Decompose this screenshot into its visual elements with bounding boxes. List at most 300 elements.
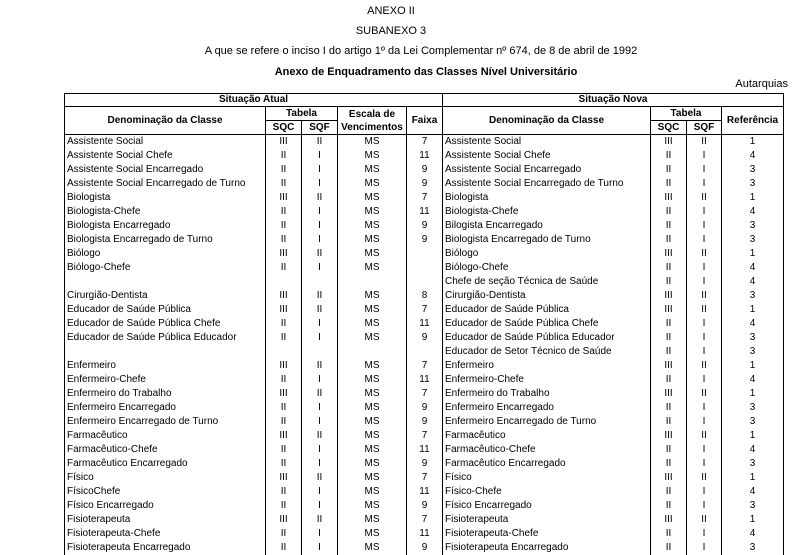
- cell-denominacao-atual: Cirurgião-Dentista: [65, 289, 266, 303]
- cell-denominacao-nova: Educador de Setor Técnico de Saúde: [443, 345, 651, 359]
- cell-referencia: 4: [722, 485, 784, 499]
- cell-faixa: 7: [407, 513, 443, 527]
- cell-faixa: 9: [407, 401, 443, 415]
- cell-sqc-atual: II: [266, 485, 302, 499]
- cell-sqc-atual: II: [266, 163, 302, 177]
- cell-escala: MS: [338, 387, 407, 401]
- cell-denominacao-nova: Farmacêutico Encarregado: [443, 457, 651, 471]
- cell-referencia: 1: [722, 513, 784, 527]
- cell-faixa: 9: [407, 331, 443, 345]
- table-row: [65, 429, 784, 443]
- cell-denominacao-atual: Enfermeiro Encarregado: [65, 401, 266, 415]
- cell-referencia: 3: [722, 289, 784, 303]
- cell-denominacao-atual: Biologista-Chefe: [65, 205, 266, 219]
- table-body: [65, 135, 784, 555]
- cell-sqc-atual: III: [266, 429, 302, 443]
- cell-sqc-atual: II: [266, 499, 302, 513]
- cell-referencia: 3: [722, 457, 784, 471]
- cell-denominacao-atual: Enfermeiro: [65, 359, 266, 373]
- table-row: [65, 191, 784, 205]
- cell-denominacao-atual: FísicoChefe: [65, 485, 266, 499]
- cell-escala: MS: [338, 359, 407, 373]
- table-row: [65, 415, 784, 429]
- cell-sqc-nova: II: [651, 275, 687, 289]
- cell-sqc-nova: II: [651, 205, 687, 219]
- cell-sqf-nova: I: [687, 233, 722, 247]
- cell-sqc-nova: II: [651, 485, 687, 499]
- cell-sqf-atual: II: [302, 191, 338, 205]
- cell-escala: MS: [338, 471, 407, 485]
- cell-denominacao-atual: [65, 345, 266, 359]
- cell-sqc-atual: [266, 345, 302, 359]
- table-row: [65, 331, 784, 345]
- cell-denominacao-atual: Assistente Social Encarregado de Turno: [65, 177, 266, 191]
- cell-sqf-nova: I: [687, 527, 722, 541]
- cell-sqf-nova: II: [687, 303, 722, 317]
- cell-referencia: 1: [722, 429, 784, 443]
- cell-escala: [338, 275, 407, 289]
- cell-sqf-atual: [302, 345, 338, 359]
- cell-denominacao-nova: Físico-Chefe: [443, 485, 651, 499]
- cell-faixa: 7: [407, 135, 443, 150]
- cell-denominacao-nova: Enfermeiro do Trabalho: [443, 387, 651, 401]
- cell-sqc-atual: II: [266, 205, 302, 219]
- cell-sqc-nova: II: [651, 219, 687, 233]
- cell-sqc-nova: II: [651, 331, 687, 345]
- cell-sqc-atual: II: [266, 527, 302, 541]
- cell-sqf-atual: I: [302, 149, 338, 163]
- cell-sqc-atual: II: [266, 415, 302, 429]
- cell-denominacao-atual: Biologista Encarregado de Turno: [65, 233, 266, 247]
- cell-faixa: 7: [407, 471, 443, 485]
- cell-faixa: 9: [407, 457, 443, 471]
- cell-sqc-nova: II: [651, 149, 687, 163]
- header-tabela-nova: Tabela: [651, 107, 722, 121]
- cell-faixa: 9: [407, 163, 443, 177]
- cell-sqf-nova: I: [687, 163, 722, 177]
- cell-sqf-nova: I: [687, 331, 722, 345]
- cell-sqf-atual: I: [302, 163, 338, 177]
- cell-sqc-nova: III: [651, 471, 687, 485]
- header-situacao-nova: Situação Nova: [443, 94, 784, 107]
- cell-sqc-nova: II: [651, 443, 687, 457]
- cell-faixa: 9: [407, 541, 443, 555]
- cell-sqf-atual: I: [302, 485, 338, 499]
- cell-referencia: 1: [722, 191, 784, 205]
- cell-faixa: 11: [407, 443, 443, 457]
- cell-faixa: [407, 345, 443, 359]
- cell-denominacao-nova: Fisioterapeuta-Chefe: [443, 527, 651, 541]
- cell-denominacao-nova: Físico Encarregado: [443, 499, 651, 513]
- table-row: [65, 163, 784, 177]
- table-row: [65, 457, 784, 471]
- cell-sqf-nova: I: [687, 261, 722, 275]
- cell-denominacao-nova: Biólogo-Chefe: [443, 261, 651, 275]
- cell-sqf-atual: II: [302, 429, 338, 443]
- cell-sqc-nova: II: [651, 541, 687, 555]
- cell-escala: MS: [338, 261, 407, 275]
- cell-sqf-nova: I: [687, 541, 722, 555]
- cell-escala: MS: [338, 331, 407, 345]
- cell-denominacao-atual: Físico Encarregado: [65, 499, 266, 513]
- cell-escala: MS: [338, 499, 407, 513]
- header-sqf-nova: SQF: [687, 121, 722, 135]
- cell-sqc-atual: II: [266, 457, 302, 471]
- cell-denominacao-nova: Enfermeiro Encarregado: [443, 401, 651, 415]
- cell-sqf-nova: II: [687, 359, 722, 373]
- cell-escala: MS: [338, 401, 407, 415]
- cell-sqc-nova: III: [651, 303, 687, 317]
- cell-sqf-nova: I: [687, 275, 722, 289]
- header-denominacao-atual: Denominação da Classe: [65, 107, 266, 135]
- header-sqc-atual: SQC: [266, 121, 302, 135]
- cell-escala: MS: [338, 527, 407, 541]
- cell-faixa: [407, 261, 443, 275]
- cell-sqf-nova: I: [687, 485, 722, 499]
- cell-escala: MS: [338, 373, 407, 387]
- document-title: Anexo de Enquadramento das Classes Nível Universitário: [30, 66, 792, 79]
- cell-sqf-nova: I: [687, 345, 722, 359]
- cell-sqc-atual: III: [266, 191, 302, 205]
- cell-sqf-nova: I: [687, 149, 722, 163]
- cell-escala: MS: [338, 541, 407, 555]
- cell-denominacao-nova: Enfermeiro: [443, 359, 651, 373]
- cell-referencia: 3: [722, 233, 784, 247]
- cell-sqf-atual: I: [302, 177, 338, 191]
- cell-sqf-nova: I: [687, 373, 722, 387]
- cell-faixa: 9: [407, 233, 443, 247]
- organization-label: Autarquias: [735, 78, 788, 90]
- cell-denominacao-nova: Educador de Saúde Pública Chefe: [443, 317, 651, 331]
- cell-escala: MS: [338, 247, 407, 261]
- cell-faixa: 11: [407, 149, 443, 163]
- header-situacao-atual: Situação Atual: [65, 94, 443, 107]
- cell-escala: MS: [338, 177, 407, 191]
- table-row: [65, 289, 784, 303]
- cell-sqc-atual: II: [266, 177, 302, 191]
- cell-sqf-atual: I: [302, 527, 338, 541]
- cell-escala: MS: [338, 191, 407, 205]
- header-sqc-nova: SQC: [651, 121, 687, 135]
- header-faixa: Faixa: [407, 107, 443, 135]
- cell-sqc-nova: II: [651, 457, 687, 471]
- cell-sqc-atual: III: [266, 471, 302, 485]
- cell-referencia: 3: [722, 345, 784, 359]
- cell-faixa: 11: [407, 205, 443, 219]
- cell-sqf-atual: I: [302, 415, 338, 429]
- table-row: [65, 373, 784, 387]
- cell-escala: MS: [338, 317, 407, 331]
- cell-faixa: 7: [407, 303, 443, 317]
- cell-sqf-atual: II: [302, 471, 338, 485]
- cell-sqc-nova: II: [651, 415, 687, 429]
- cell-denominacao-nova: Bilogista Encarregado: [443, 219, 651, 233]
- cell-denominacao-nova: Assistente Social Encarregado de Turno: [443, 177, 651, 191]
- cell-denominacao-atual: Assistente Social: [65, 135, 266, 150]
- table-row: [65, 485, 784, 499]
- cell-denominacao-atual: Biologista: [65, 191, 266, 205]
- cell-denominacao-atual: Fisioterapeuta-Chefe: [65, 527, 266, 541]
- cell-sqc-atual: III: [266, 513, 302, 527]
- table-row: [65, 499, 784, 513]
- cell-sqc-nova: II: [651, 499, 687, 513]
- cell-denominacao-nova: Biólogo: [443, 247, 651, 261]
- cell-denominacao-nova: Biologista-Chefe: [443, 205, 651, 219]
- cell-sqc-atual: III: [266, 359, 302, 373]
- cell-sqf-atual: I: [302, 233, 338, 247]
- cell-denominacao-nova: Biologista: [443, 191, 651, 205]
- table-row: [65, 247, 784, 261]
- table-row: [65, 205, 784, 219]
- cell-sqc-nova: III: [651, 247, 687, 261]
- cell-sqf-nova: II: [687, 513, 722, 527]
- table-row: [65, 345, 784, 359]
- cell-escala: MS: [338, 205, 407, 219]
- cell-sqc-atual: II: [266, 149, 302, 163]
- cell-escala: MS: [338, 415, 407, 429]
- table-row: [65, 317, 784, 331]
- cell-denominacao-atual: Assistente Social Encarregado: [65, 163, 266, 177]
- cell-referencia: 4: [722, 527, 784, 541]
- cell-referencia: 1: [722, 471, 784, 485]
- cell-sqf-atual: I: [302, 401, 338, 415]
- cell-sqc-nova: II: [651, 261, 687, 275]
- cell-faixa: 7: [407, 429, 443, 443]
- cell-faixa: 9: [407, 415, 443, 429]
- table-row: [65, 135, 784, 150]
- cell-sqc-atual: II: [266, 443, 302, 457]
- cell-denominacao-nova: Fisioterapeuta Encarregado: [443, 541, 651, 555]
- cell-sqc-nova: III: [651, 429, 687, 443]
- cell-sqf-atual: I: [302, 457, 338, 471]
- cell-sqf-atual: I: [302, 219, 338, 233]
- table-row: [65, 233, 784, 247]
- cell-sqf-atual: I: [302, 443, 338, 457]
- cell-sqc-atual: [266, 275, 302, 289]
- cell-referencia: 3: [722, 163, 784, 177]
- cell-sqf-nova: I: [687, 177, 722, 191]
- cell-escala: MS: [338, 149, 407, 163]
- cell-sqc-nova: III: [651, 135, 687, 150]
- subanexo-title: SUBANEXO 3: [0, 25, 787, 38]
- cell-denominacao-atual: Educador de Saúde Pública: [65, 303, 266, 317]
- legal-reference: A que se refere o inciso I do artigo 1º da Lei Complementar nº 674, de 8 de abril de 1992: [25, 45, 792, 58]
- cell-escala: MS: [338, 163, 407, 177]
- cell-sqf-atual: II: [302, 289, 338, 303]
- cell-faixa: 11: [407, 527, 443, 541]
- cell-sqf-atual: I: [302, 499, 338, 513]
- cell-sqf-atual: II: [302, 387, 338, 401]
- cell-faixa: 7: [407, 191, 443, 205]
- cell-faixa: 9: [407, 177, 443, 191]
- cell-referencia: 4: [722, 317, 784, 331]
- cell-sqf-atual: I: [302, 317, 338, 331]
- anexo-title: ANEXO II: [0, 5, 787, 18]
- header-referencia: Referência: [722, 107, 784, 135]
- cell-sqf-nova: II: [687, 247, 722, 261]
- cell-denominacao-atual: Biólogo: [65, 247, 266, 261]
- cell-denominacao-nova: Farmacêutico: [443, 429, 651, 443]
- cell-escala: MS: [338, 303, 407, 317]
- cell-denominacao-atual: Enfermeiro do Trabalho: [65, 387, 266, 401]
- cell-denominacao-nova: Educador de Saúde Pública Educador: [443, 331, 651, 345]
- cell-faixa: 9: [407, 499, 443, 513]
- cell-denominacao-nova: Fisioterapeuta: [443, 513, 651, 527]
- cell-denominacao-atual: Biólogo-Chefe: [65, 261, 266, 275]
- cell-faixa: [407, 247, 443, 261]
- table-row: [65, 261, 784, 275]
- table-row: [65, 177, 784, 191]
- cell-sqf-atual: I: [302, 541, 338, 555]
- cell-sqc-atual: III: [266, 303, 302, 317]
- table-row: [65, 275, 784, 289]
- cell-denominacao-atual: Educador de Saúde Pública Chefe: [65, 317, 266, 331]
- classification-table: [64, 93, 784, 555]
- cell-denominacao-nova: Enfermeiro-Chefe: [443, 373, 651, 387]
- cell-sqf-nova: II: [687, 135, 722, 150]
- cell-sqc-nova: II: [651, 233, 687, 247]
- cell-sqf-nova: I: [687, 219, 722, 233]
- cell-referencia: 3: [722, 331, 784, 345]
- cell-denominacao-nova: Assistente Social Encarregado: [443, 163, 651, 177]
- cell-faixa: 9: [407, 219, 443, 233]
- cell-denominacao-nova: Educador de Saúde Pública: [443, 303, 651, 317]
- cell-referencia: 1: [722, 303, 784, 317]
- cell-referencia: 4: [722, 275, 784, 289]
- cell-sqf-atual: II: [302, 303, 338, 317]
- cell-denominacao-atual: Fisioterapeuta: [65, 513, 266, 527]
- cell-sqc-atual: III: [266, 135, 302, 150]
- cell-denominacao-atual: Farmacêutico Encarregado: [65, 457, 266, 471]
- cell-sqf-atual: [302, 275, 338, 289]
- cell-denominacao-nova: Chefe de seção Técnica de Saúde: [443, 275, 651, 289]
- cell-referencia: 1: [722, 359, 784, 373]
- cell-sqc-nova: II: [651, 345, 687, 359]
- cell-sqf-nova: II: [687, 191, 722, 205]
- cell-sqf-atual: II: [302, 359, 338, 373]
- cell-escala: MS: [338, 233, 407, 247]
- cell-sqc-atual: II: [266, 541, 302, 555]
- cell-denominacao-nova: Enfermeiro Encarregado de Turno: [443, 415, 651, 429]
- cell-referencia: 4: [722, 373, 784, 387]
- cell-denominacao-atual: Fisioterapeuta Encarregado: [65, 541, 266, 555]
- cell-sqc-atual: III: [266, 289, 302, 303]
- cell-denominacao-nova: Assistente Social: [443, 135, 651, 150]
- cell-sqf-nova: II: [687, 429, 722, 443]
- header-tabela-atual: Tabela: [266, 107, 338, 121]
- cell-sqc-nova: III: [651, 513, 687, 527]
- cell-escala: MS: [338, 135, 407, 150]
- header-denominacao-nova: Denominação da Classe: [443, 107, 651, 135]
- cell-escala: MS: [338, 457, 407, 471]
- cell-referencia: 3: [722, 177, 784, 191]
- cell-referencia: 3: [722, 541, 784, 555]
- cell-sqc-nova: II: [651, 527, 687, 541]
- cell-sqc-atual: II: [266, 373, 302, 387]
- cell-sqf-nova: II: [687, 471, 722, 485]
- cell-denominacao-nova: Farmacêutico-Chefe: [443, 443, 651, 457]
- header-sqf-atual: SQF: [302, 121, 338, 135]
- table-row: [65, 513, 784, 527]
- cell-faixa: 11: [407, 317, 443, 331]
- header-escala: Escala de Vencimentos: [338, 107, 407, 135]
- cell-denominacao-atual: Enfermeiro-Chefe: [65, 373, 266, 387]
- cell-faixa: 7: [407, 387, 443, 401]
- cell-referencia: 3: [722, 219, 784, 233]
- cell-sqf-atual: I: [302, 331, 338, 345]
- cell-referencia: 4: [722, 205, 784, 219]
- table-row: [65, 443, 784, 457]
- cell-sqc-atual: II: [266, 317, 302, 331]
- cell-sqf-nova: I: [687, 401, 722, 415]
- cell-sqc-nova: III: [651, 191, 687, 205]
- cell-sqf-atual: I: [302, 373, 338, 387]
- cell-sqc-atual: II: [266, 261, 302, 275]
- cell-faixa: 11: [407, 485, 443, 499]
- cell-sqc-atual: II: [266, 219, 302, 233]
- cell-sqc-nova: II: [651, 373, 687, 387]
- cell-denominacao-atual: Enfermeiro Encarregado de Turno: [65, 415, 266, 429]
- cell-escala: MS: [338, 485, 407, 499]
- cell-sqf-atual: II: [302, 513, 338, 527]
- table-row: [65, 149, 784, 163]
- cell-sqc-nova: III: [651, 289, 687, 303]
- table-row: [65, 401, 784, 415]
- cell-escala: MS: [338, 513, 407, 527]
- cell-sqf-atual: II: [302, 135, 338, 150]
- cell-escala: MS: [338, 219, 407, 233]
- cell-sqf-nova: I: [687, 205, 722, 219]
- cell-escala: MS: [338, 443, 407, 457]
- cell-sqf-nova: I: [687, 415, 722, 429]
- cell-referencia: 4: [722, 149, 784, 163]
- cell-sqf-nova: I: [687, 499, 722, 513]
- table-row: [65, 471, 784, 485]
- cell-sqc-atual: III: [266, 387, 302, 401]
- cell-faixa: 8: [407, 289, 443, 303]
- cell-sqf-nova: I: [687, 317, 722, 331]
- cell-denominacao-atual: Farmacêutico-Chefe: [65, 443, 266, 457]
- cell-denominacao-atual: [65, 275, 266, 289]
- cell-sqf-nova: II: [687, 387, 722, 401]
- cell-sqc-atual: II: [266, 331, 302, 345]
- cell-referencia: 3: [722, 401, 784, 415]
- cell-denominacao-nova: Cirurgião-Dentista: [443, 289, 651, 303]
- table-row: [65, 219, 784, 233]
- table-row: [65, 387, 784, 401]
- cell-referencia: 4: [722, 443, 784, 457]
- cell-sqf-nova: I: [687, 457, 722, 471]
- cell-sqc-nova: II: [651, 317, 687, 331]
- cell-denominacao-atual: Físico: [65, 471, 266, 485]
- cell-sqc-atual: II: [266, 401, 302, 415]
- cell-sqc-nova: II: [651, 177, 687, 191]
- cell-faixa: [407, 275, 443, 289]
- cell-sqf-atual: I: [302, 205, 338, 219]
- cell-denominacao-atual: Farmacêutico: [65, 429, 266, 443]
- cell-sqc-nova: II: [651, 163, 687, 177]
- cell-escala: MS: [338, 289, 407, 303]
- cell-escala: [338, 345, 407, 359]
- cell-sqf-atual: II: [302, 247, 338, 261]
- table-row: [65, 359, 784, 373]
- cell-sqf-nova: I: [687, 443, 722, 457]
- cell-referencia: 1: [722, 247, 784, 261]
- cell-denominacao-atual: Biologista Encarregado: [65, 219, 266, 233]
- cell-referencia: 4: [722, 261, 784, 275]
- cell-referencia: 3: [722, 415, 784, 429]
- cell-referencia: 3: [722, 499, 784, 513]
